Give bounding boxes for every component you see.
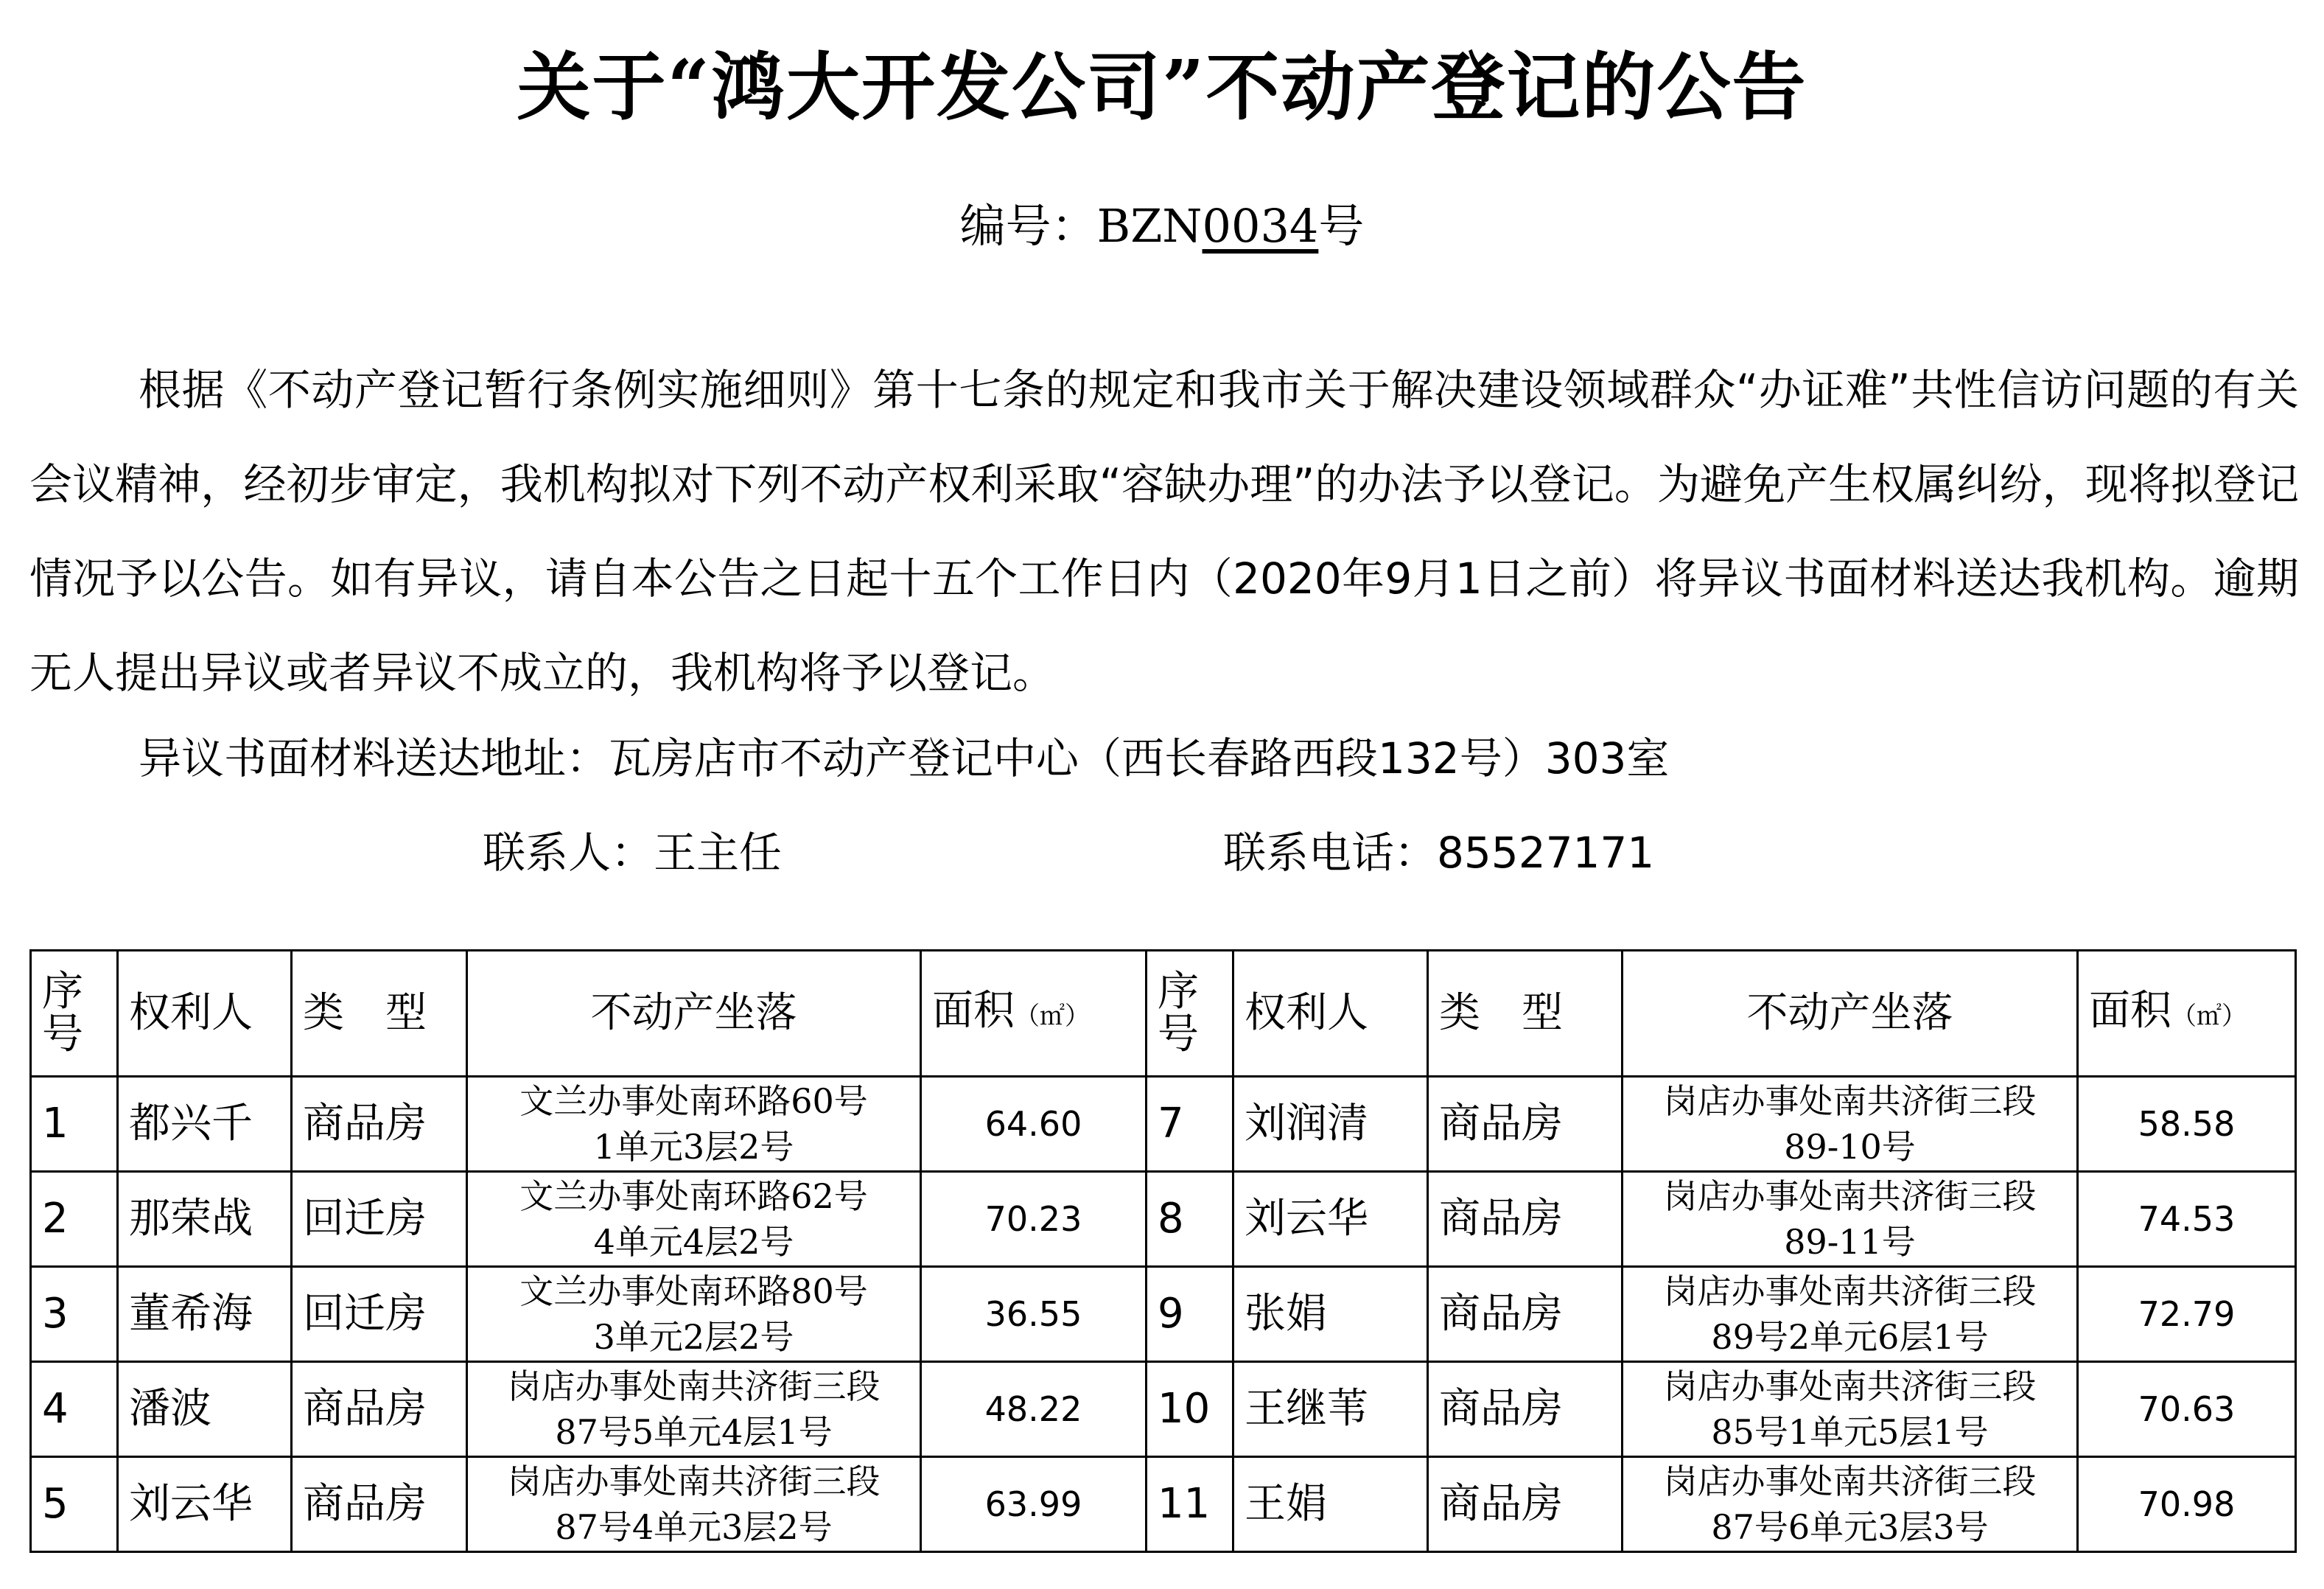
type-cell: 商品房	[292, 1077, 467, 1172]
location-line: 岗店办事处南共济街三段	[507, 1461, 881, 1501]
location-line: 1单元3层2号	[593, 1127, 794, 1167]
location-cell	[1623, 1457, 2078, 1552]
location-cell	[1623, 1267, 2078, 1362]
table-row	[31, 1172, 2296, 1267]
owner-cell: 王继苇	[1233, 1362, 1428, 1457]
location-line: 4单元4层2号	[593, 1222, 794, 1262]
location-line: 文兰办事处南环路60号	[519, 1081, 868, 1121]
location-cell	[467, 1172, 921, 1267]
owner-cell: 潘波	[118, 1362, 292, 1457]
header-type: 类 型	[292, 951, 467, 1077]
location-cell	[467, 1362, 921, 1457]
location-line: 87号5单元4层1号	[555, 1412, 833, 1452]
location-cell	[1623, 1077, 2078, 1172]
owner-cell: 刘润清	[1233, 1077, 1428, 1172]
table-row	[31, 1457, 2296, 1552]
table-row	[31, 1362, 2296, 1457]
document-number-suffix: 号	[1318, 199, 1365, 253]
header-type: 类 型	[1428, 951, 1623, 1077]
owner-cell: 都兴千	[118, 1077, 292, 1172]
header-seq: 序 号	[1147, 951, 1233, 1077]
type-cell: 回迁房	[292, 1267, 467, 1362]
owner-cell: 董希海	[118, 1267, 292, 1362]
table-row	[31, 1267, 2296, 1362]
seq-cell: 8	[1147, 1172, 1233, 1267]
location-line: 岗店办事处南共济街三段	[507, 1366, 881, 1406]
header-location: 不动产坐落	[1623, 951, 2078, 1077]
location-cell	[467, 1267, 921, 1362]
type-cell: 商品房	[292, 1362, 467, 1457]
objection-address: 异议书面材料送达地址：瓦房店市不动产登记中心（西长春路西段132号）303室	[139, 733, 1670, 783]
location-line: 岗店办事处南共济街三段	[1663, 1081, 2037, 1121]
area-cell: 64.60	[921, 1077, 1147, 1172]
location-cell	[467, 1077, 921, 1172]
type-cell: 商品房	[1428, 1362, 1623, 1457]
location-line: 文兰办事处南环路80号	[519, 1271, 868, 1311]
location-line: 文兰办事处南环路62号	[519, 1176, 868, 1216]
owner-cell: 王娟	[1233, 1457, 1428, 1552]
header-seq: 序 号	[31, 951, 118, 1077]
table-header-row	[31, 951, 2296, 1077]
document-number-value: 0034	[1202, 199, 1319, 253]
table-row	[31, 1077, 2296, 1172]
location-cell	[467, 1457, 921, 1552]
location-line: 岗店办事处南共济街三段	[1663, 1176, 2037, 1216]
area-cell: 70.63	[2078, 1362, 2296, 1457]
contact-person: 联系人：王主任	[483, 828, 783, 878]
location-cell	[1623, 1172, 2078, 1267]
area-cell: 70.23	[921, 1172, 1147, 1267]
location-line: 岗店办事处南共济街三段	[1663, 1461, 2037, 1501]
location-line: 3单元2层2号	[593, 1317, 794, 1357]
type-cell: 商品房	[292, 1457, 467, 1552]
document-number-prefix: 编号：BZN	[959, 199, 1203, 253]
location-line: 岗店办事处南共济街三段	[1663, 1271, 2037, 1311]
seq-cell: 5	[31, 1457, 118, 1552]
contact-phone: 联系电话：85527171	[1223, 828, 1655, 878]
area-cell: 70.98	[2078, 1457, 2296, 1552]
header-area: 面积（㎡）	[2078, 951, 2296, 1077]
location-line: 89号2单元6层1号	[1711, 1317, 1989, 1357]
type-cell: 商品房	[1428, 1077, 1623, 1172]
area-cell: 48.22	[921, 1362, 1147, 1457]
document-number	[0, 193, 2324, 259]
type-cell: 回迁房	[292, 1172, 467, 1267]
owner-cell: 刘云华	[118, 1457, 292, 1552]
location-line: 89-10号	[1784, 1127, 1916, 1167]
area-cell: 36.55	[921, 1267, 1147, 1362]
type-cell: 商品房	[1428, 1457, 1623, 1552]
owner-cell: 那荣战	[118, 1172, 292, 1267]
seq-cell: 1	[31, 1077, 118, 1172]
type-cell: 商品房	[1428, 1267, 1623, 1362]
area-cell: 74.53	[2078, 1172, 2296, 1267]
owner-cell: 张娟	[1233, 1267, 1428, 1362]
header-owner: 权利人	[118, 951, 292, 1077]
seq-cell: 3	[31, 1267, 118, 1362]
registration-table	[29, 949, 2297, 1553]
location-line: 岗店办事处南共济街三段	[1663, 1366, 2037, 1406]
location-line: 87号6单元3层3号	[1711, 1507, 1989, 1547]
area-cell: 58.58	[2078, 1077, 2296, 1172]
area-cell: 63.99	[921, 1457, 1147, 1552]
type-cell: 商品房	[1428, 1172, 1623, 1267]
area-cell: 72.79	[2078, 1267, 2296, 1362]
location-line: 87号4单元3层2号	[555, 1507, 833, 1547]
header-area: 面积（㎡）	[921, 951, 1147, 1077]
seq-cell: 2	[31, 1172, 118, 1267]
seq-cell: 11	[1147, 1457, 1233, 1552]
header-location: 不动产坐落	[467, 951, 921, 1077]
location-line: 89-11号	[1784, 1222, 1916, 1262]
page-title: 关于“鸿大开发公司”不动产登记的公告	[517, 43, 1807, 130]
seq-cell: 10	[1147, 1362, 1233, 1457]
owner-cell: 刘云华	[1233, 1172, 1428, 1267]
location-line: 85号1单元5层1号	[1711, 1412, 1989, 1452]
seq-cell: 7	[1147, 1077, 1233, 1172]
seq-cell: 9	[1147, 1267, 1233, 1362]
seq-cell: 4	[31, 1362, 118, 1457]
notice-body: 根据《不动产登记暂行条例实施细则》第十七条的规定和我市关于解决建设领域群众“办证难”共性信访问题的有关会议精神，经初步审定，我机构拟对下列不动产权利采取“容缺办理”的办法予以登记。为避免产生权属纠纷，现将拟登记情况予以公告。如有异议，请自本公告之日起十五个工作日内（2020年9月1日之前）将异议书面材料送达我机构。逾期无人提出异议或者异议不成立的，我机构将予以登记。	[29, 365, 2299, 698]
location-cell	[1623, 1362, 2078, 1457]
header-owner: 权利人	[1233, 951, 1428, 1077]
